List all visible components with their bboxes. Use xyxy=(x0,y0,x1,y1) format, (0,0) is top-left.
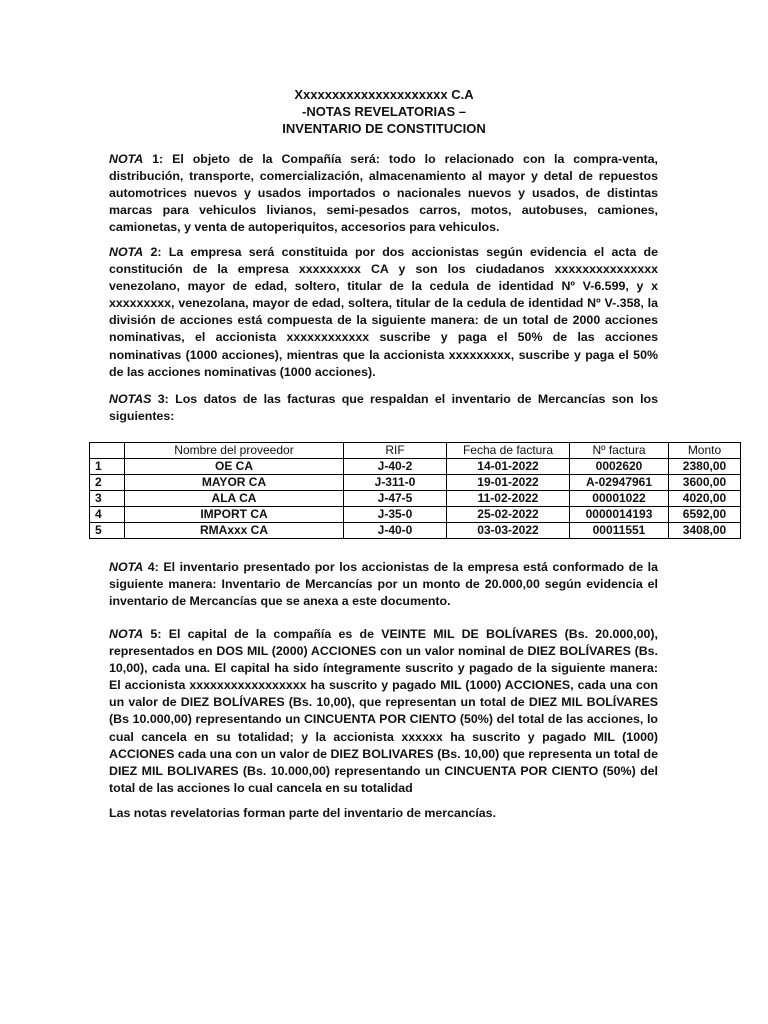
row-index: 2 xyxy=(90,475,125,491)
rif: J-40-0 xyxy=(344,523,447,539)
note-1 xyxy=(109,151,658,236)
col-header-date: Fecha de factura xyxy=(447,443,570,459)
note-4 xyxy=(109,559,658,610)
note-5 xyxy=(109,626,658,797)
row-index: 5 xyxy=(90,523,125,539)
table-row xyxy=(90,459,741,475)
note-5-text: : El capital de la compañía es de VEINTE MIL DE BOLÍVARES (Bs. 20.000,00), representados en DOS MIL (2000) ACCIONES con un valor nominal de DIEZ BOLÍVARES (Bs. 10,00), cada una. El capital ha sido íntegramente suscrito y pagado de la siguiente manera: El accionista xxxxxxxxxxxxxxxxx ha suscrito y pagado MIL (1000) ACCIONES, cada una con un valor de DIEZ BOLÍVARES (Bs. 10,00), que representan un total de DIEZ MIL BOLÍVARES (Bs 10.000,00) representando un CINCUENTA POR CIENTO (50%) del total de las acciones, lo cual cancela en su totalidad; y la accionista xxxxxx ha suscrito y pagado MIL (1000) ACCIONES cada una con un valor de DIEZ BOLIVARES (Bs. 10,00) que representa un total de DIEZ MIL BOLIVARES (Bs. 10.000,00) representando un CINCUENTA POR CIENTO (50%) del total de las acciones lo cual cancela en su totalidad xyxy=(109,627,658,795)
note-2-number: 2 xyxy=(143,245,158,259)
col-header-index xyxy=(90,443,125,459)
table-header-row xyxy=(90,443,741,459)
table-row xyxy=(90,523,741,539)
invoice-number: A-02947961 xyxy=(570,475,669,491)
note-4-label: NOTA xyxy=(109,560,144,574)
invoice-number: 00011551 xyxy=(570,523,669,539)
row-index: 4 xyxy=(90,507,125,523)
note-4-number: 4 xyxy=(143,560,155,574)
rif: J-311-0 xyxy=(344,475,447,491)
invoice-number: 0000014193 xyxy=(570,507,669,523)
invoice-number: 00001022 xyxy=(570,491,669,507)
supplier-name: RMAxxx CA xyxy=(125,523,344,539)
supplier-name: ALA CA xyxy=(125,491,344,507)
col-header-supplier: Nombre del proveedor xyxy=(125,443,344,459)
table-row xyxy=(90,475,741,491)
note-2 xyxy=(109,244,658,381)
invoice-date: 25-02-2022 xyxy=(447,507,570,523)
rif: J-35-0 xyxy=(344,507,447,523)
note-1-label: NOTA xyxy=(109,152,144,166)
company-name: Xxxxxxxxxxxxxxxxxxxxx C.A xyxy=(294,87,474,102)
rif: J-40-2 xyxy=(344,459,447,475)
note-3 xyxy=(109,391,658,425)
note-5-label: NOTA xyxy=(109,627,144,641)
invoice-date: 19-01-2022 xyxy=(447,475,570,491)
invoice-number: 0002620 xyxy=(570,459,669,475)
note-5-number: 5 xyxy=(143,627,158,641)
note-3-number: 3 xyxy=(151,392,165,406)
table-row xyxy=(90,491,741,507)
note-3-label: NOTAS xyxy=(109,392,152,406)
rif: J-47-5 xyxy=(344,491,447,507)
amount: 3600,00 xyxy=(669,475,741,491)
row-index: 1 xyxy=(90,459,125,475)
col-header-amount: Monto xyxy=(669,443,741,459)
note-2-text: : La empresa será constituida por dos accionistas según evidencia el acta de constitución de la empresa xxxxxxxxx CA y son los ciudadanos xxxxxxxxxxxxxxx venezolano, mayor de edad, soltero, titular de la cedula de identidad Nº V-6.599, y x xxxxxxxxx, venezolana, mayor de edad, soltera, titular de la cedula de identidad Nº V-.358, la división de acciones está compuesta de la siguiente manera: de un total de 2000 acciones nominativas, el accionista xxxxxxxxxxxx suscribe y paga el 50% de las acciones nominativas (1000 acciones), mientras que la accionista xxxxxxxxx, suscribe y paga el 50% de las acciones nominativas (1000 acciones). xyxy=(109,245,658,379)
row-index: 3 xyxy=(90,491,125,507)
closing-statement: Las notas revelatorias forman parte del inventario de mercancías. xyxy=(109,806,497,820)
amount: 2380,00 xyxy=(669,459,741,475)
note-1-text: : El objeto de la Compañía será: todo lo relacionado con la compra-venta, distribución, transporte, comercialización, almacenamiento al mayor y detal de repuestos automotrices nuevos y usados importados o nacionales nuevos y usados, de distintas marcas para vehiculos livianos, semi-pesados carros, motos, autobuses, camiones, camionetas, y venta de autoperiquitos, accesorios para vehiculos. xyxy=(109,152,658,235)
supplier-name: IMPORT CA xyxy=(125,507,344,523)
invoice-date: 14-01-2022 xyxy=(447,459,570,475)
col-header-invoice-number: Nº factura xyxy=(570,443,669,459)
note-1-number: 1 xyxy=(143,152,160,166)
col-header-rif: RIF xyxy=(344,443,447,459)
supplier-name: MAYOR CA xyxy=(125,475,344,491)
amount: 3408,00 xyxy=(669,523,741,539)
amount: 4020,00 xyxy=(669,491,741,507)
invoice-date: 11-02-2022 xyxy=(447,491,570,507)
note-4-text: : El inventario presentado por los accionistas de la empresa está conformado de la siguiente manera: Inventario de Mercancías por un monto de 20.000,00 según evidencia el inventario de Mercancías que se anexa a este documento. xyxy=(109,560,658,609)
supplier-name: OE CA xyxy=(125,459,344,475)
amount: 6592,00 xyxy=(669,507,741,523)
document-title: INVENTARIO DE CONSTITUCION xyxy=(282,121,486,136)
invoice-table xyxy=(89,442,741,539)
note-2-label: NOTA xyxy=(109,245,144,259)
invoice-date: 03-03-2022 xyxy=(447,523,570,539)
table-row xyxy=(90,507,741,523)
document-subtitle: -NOTAS REVELATORIAS – xyxy=(302,104,466,119)
note-3-text: : Los datos de las facturas que respaldan el inventario de Mercancías son los siguientes: xyxy=(109,392,658,424)
